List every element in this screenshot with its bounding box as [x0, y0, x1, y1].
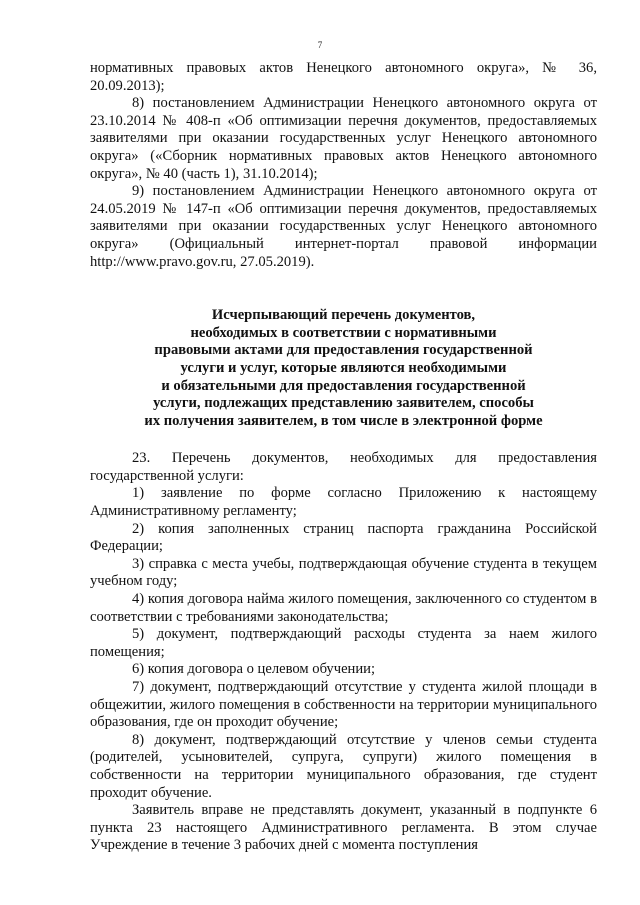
page-number: 7 [317, 40, 323, 50]
intro-paragraph-item-8: 8) постановлением Администрации Ненецкого автономного округа от 23.10.2014 № 408-п «Об оптимизации перечня документов, предоставляемых заявителями при оказании государственных услуг Ненецкого автономного округа» («Сборник нормативных правовых актов Ненецкого автономного округа», № 40 (часть 1), 31.10.2014); [90, 95, 597, 182]
list-item-6: 6) копия договора о целевом обучении; [132, 661, 376, 678]
heading-line: необходимых в соответствии с нормативными [190, 324, 497, 341]
list-item-3: 3) справка с места учебы, подтверждающая обучение студента в текущем учебном году; [90, 555, 597, 590]
intro-paragraph-continued: нормативных правовых актов Ненецкого автономного округа», № 36, 20.09.2013); [90, 60, 597, 94]
list-item-8: 8) документ, подтверждающий отсутствие у членов семьи студента (родителей, усыновителей, супруга, супруги) жилого помещения в собственности на территории муниципального образования, где студент проходит обучение. [90, 731, 597, 801]
document-body [90, 60, 597, 855]
heading-line: правовыми актами для предоставления государственной [154, 342, 533, 359]
list-item-7: 7) документ, подтверждающий отсутствие у студента жилой площади в общежитии, жилого помещения в собственности на территории муниципального образования, где он проходит обучение; [90, 679, 597, 731]
closing-paragraph: Заявитель вправе не представлять документ, указанный в подпункте 6 пункта 23 настоящего Административного регламента. В этом случае Учреждение в течение 3 рабочих дней с момента поступления [90, 802, 597, 854]
list-item-1: 1) заявление по форме согласно Приложению к настоящему Административному регламенту; [90, 485, 597, 520]
list-item-4: 4) копия договора найма жилого помещения, заключенного со студентом в соответствии с требованиями законодательства; [90, 591, 597, 625]
list-intro: 23. Перечень документов, необходимых для предоставления государственной услуги: [90, 450, 597, 484]
heading-line: и обязательными для предоставления государственной [161, 377, 526, 394]
heading-line: Исчерпывающий перечень документов, [211, 307, 476, 324]
section-heading [90, 307, 597, 430]
heading-line: их получения заявителем, в том числе в электронной форме [144, 412, 543, 429]
intro-paragraph-item-9: 9) постановлением Администрации Ненецкого автономного округа от 24.05.2019 № 147-п «Об оптимизации перечня документов, предоставляемых заявителями при оказании государственных услуг Ненецкого автономного округа» (Официальный интернет-портал правовой информации http://www.pravo.gov.ru, 27.05.2019). [90, 183, 597, 270]
heading-line: услуги и услуг, которые являются необходимыми [180, 359, 507, 376]
list-item-2: 2) копия заполненных страниц паспорта гражданина Российской Федерации; [90, 520, 597, 555]
list-item-5: 5) документ, подтверждающий расходы студента за наем жилого помещения; [90, 626, 597, 660]
heading-line: услуги, подлежащих представлению заявителем, способы [153, 395, 534, 412]
